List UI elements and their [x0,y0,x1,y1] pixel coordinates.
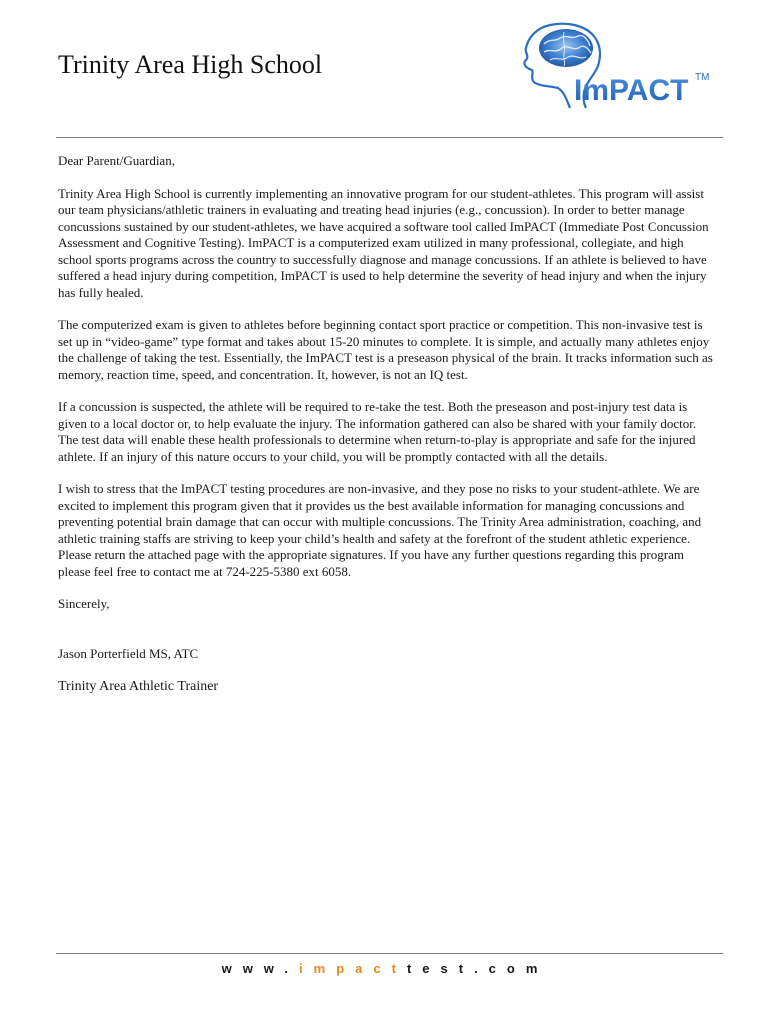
school-name-heading: Trinity Area High School [58,50,323,79]
signer-title: Trinity Area Athletic Trainer [58,678,219,694]
closing: Sincerely, [58,596,110,611]
footer-url-suffix: test.com [406,961,549,976]
paragraph-safety-contact: I wish to stress that the ImPACT testing procedures are non-invasive, and they pose no risks to your student-athlete. We are excited to implement this program given that it provides us the best available information for managing concussions and preventing potential brain damage that can occur with multiple concussions. The Trinity Area administration, coaching, and athletic training staffs are striving to keep your child’s health and safety at the forefront of the student athletic experience. Please return the attached page with the appropriate signatures. If you have any further questions regarding this program please feel free to contact me at 724-225-5380 ext 6058. [58,481,702,579]
footer-website [0,961,770,976]
footer-url-prefix: www. [221,961,300,976]
footer-divider [56,953,723,954]
footer-url-brand: impact [299,961,407,976]
logo-wordmark: ImPACT [574,74,689,107]
impact-logo [508,20,718,112]
logo-trademark: TM [695,72,710,83]
header-divider [56,137,723,138]
salutation: Dear Parent/Guardian, [58,153,175,168]
signer-name: Jason Porterfield MS, ATC [58,645,199,661]
letter-body [58,153,718,711]
paragraph-program-intro: Trinity Area High School is currently implementing an innovative program for our student-athletes. This program will assist our team physicians/athletic trainers in evaluating and treating head injuries (e.g., concussion). In order to better manage concussions sustained by our student-athletes, we have acquired a software tool called ImPACT (Immediate Post Concussion Assessment and Cognitive Testing). ImPACT is a computerized exam utilized in many professional, collegiate, and high school sports programs across the country to successfully diagnose and manage concussions. If an athlete is believed to have suffered a head injury during competition, ImPACT is used to help determine the severity of head injury and when the injury has fully healed. [58,185,709,300]
paragraph-exam-description: The computerized exam is given to athletes before beginning contact sport practice or competition. This non-invasive test is set up in “video-game” type format and takes about 15-20 minutes to complete. It is simple, and actually many athletes enjoy the challenge of taking the test. Essentially, the ImPACT test is a preseason physical of the brain. It tracks information such as memory, reaction time, speed, and concentration. It, however, is not an IQ test. [58,317,713,382]
paragraph-concussion-retest: If a concussion is suspected, the athlete will be required to re-take the test. Both the preseason and post-injury test data is given to a local doctor or, to help evaluate the injury. The information gathered can also be shared with your family doctor. The test data will enable these health professionals to determine when return-to-play is appropriate and safe for the injured athlete. If an injury of this nature occurs to your child, you will be promptly contacted with all the details. [58,399,697,464]
